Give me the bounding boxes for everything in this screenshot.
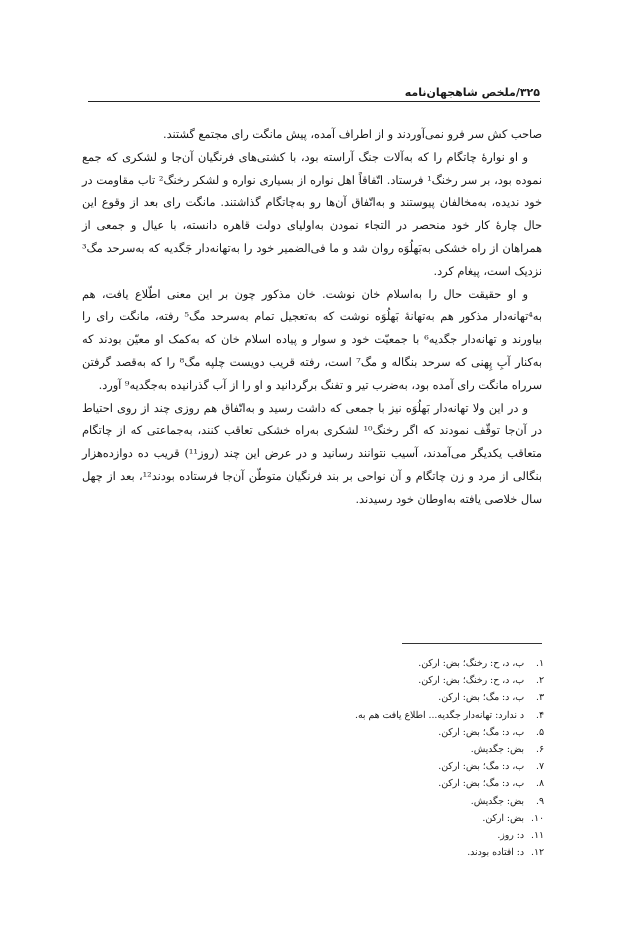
paragraph: و در این ولا تهانه‌دار بَهلُوَه نیز با جمعی که داشت رسید و به‌اتّفاق هم روزی چند از روی احتیاط در آن‌جا توقّف نمودند که اگر رخنگ¹⁰ لشکری به‌راه خشکی تعاقب کنند، به‌جماعتی که از چاتگام متعاقب یکدیگر می‌آمدند، آسیب نتوانند رسانید و در عرض این چند (روز¹¹) قریب ده دوازده‌هزار بنگالی از مرد و زن چاتگام و آن نواحی بر بند فرنگیان متوطّن آن‌جا فرستاده بودند¹²، بعد از چهل سال خلاصی یافته به‌اوطان خود رسیدند. bbox=[82, 401, 542, 506]
footnote-divider bbox=[402, 643, 542, 644]
footnote-item bbox=[244, 724, 544, 741]
footnote-number: ۱. bbox=[536, 658, 544, 669]
footnote-text: بض: جگدیش. bbox=[470, 795, 524, 807]
footnote-item bbox=[244, 689, 544, 706]
footnote-text: ب، د، ح: رخنگ؛ بض: ارکن. bbox=[418, 675, 524, 687]
footnote-text: د: افتاده بودند. bbox=[467, 847, 524, 859]
footnote-number: ۷. bbox=[536, 761, 544, 773]
footnote-item bbox=[244, 758, 544, 775]
running-header: ۳۲۵/ملخص شاهجهان‌نامه bbox=[404, 86, 540, 99]
footnote-item bbox=[244, 775, 544, 792]
footnote-item bbox=[244, 793, 544, 810]
footnote-text: بض: ارکن. bbox=[482, 812, 524, 824]
paragraph: و او حقیقت حال را به‌اسلام خان نوشت. خان مذکور چون بر این معنی اطّلاع یافت، هم به‌⁴تهانه‌دار مذکور هم به‌تهانهٔ بَهلُوَه نوشت که به‌تعجیل تمام به‌سرحد مگ⁵ رفته، مانگت رای را بیاورند و تهانه‌دار جگدیه⁶ با جمعیّت خود و سوار و پیاده اسلام خان که به‌کمک او معیّن بودند که به‌کنار آبِ پِهنی که سرحد بنگاله و مگ⁷ است، رفته قریب دویست چلپه مگ⁸ را که به‌قصد گرفتن سرراه مانگت رای آمده بود، به‌ضرب تیر و تفنگ برگردانید و او را از آب گذرانیده به‌جگدیه⁹ آورد. bbox=[82, 287, 543, 392]
footnote-text: ب، د: مگ؛ بض: ارکن. bbox=[438, 761, 524, 773]
footnote-text: ب، د: مگ؛ بض: ارکن. bbox=[438, 692, 524, 704]
footnote-item bbox=[244, 827, 544, 844]
footnote-text: د: روز. bbox=[497, 830, 524, 842]
paragraph: صاحب کش سر فرو نمی‌آوردند و از اطراف آمده، پیش مانگت رای مجتمع گشتند. bbox=[162, 128, 542, 141]
footnote-number: ۲. bbox=[536, 675, 544, 687]
footnote-text: ب، د، ح: رخنگ؛ بض: ارکن. bbox=[418, 658, 524, 669]
footnote-item bbox=[244, 655, 544, 672]
footnote-number: ۶. bbox=[536, 744, 544, 756]
footnote-number: ۱۱. bbox=[531, 830, 544, 842]
footnote-item bbox=[244, 741, 544, 758]
footnote-number: ۹. bbox=[536, 795, 544, 807]
footnote-number: ۱۲. bbox=[531, 847, 544, 859]
footnote-number: ۸. bbox=[536, 778, 544, 790]
footnotes-list bbox=[244, 655, 544, 861]
footnote-item bbox=[244, 844, 544, 861]
main-text bbox=[82, 124, 542, 512]
footnote-item bbox=[244, 810, 544, 827]
paragraph: و او نوارهٔ چاتگام را که به‌آلات جنگ آراسته بود، با کشتی‌های فرنگیان آن‌جا و لشکری که جمع نموده بود، بر سر رخنگ¹ فرستاد. اتّفاقاً اهل نواره از بسیاری نواره و لشکر رخنگ² تاب مقاومت در خود ندیده، به‌مخالفان پیوستند و به‌اتّفاق آن‌ها رو به‌چاتگام گذاشتند. مانگت رای بعد از وقوع این حال چارهٔ کار خود منحصر در التجاء نمودن به‌اولیای دولت قاهره دانسته، با عیال و جمعی از همراهان از راه خشکی به‌بَهلُوَه روان شد و ما فی‌الضمیر خود را به‌تهانه‌دار جَگدیه که به‌سرحد مگ³ نزدیک است، پیغام کرد. bbox=[82, 150, 542, 278]
footnote-item bbox=[244, 707, 544, 724]
header-divider bbox=[88, 101, 540, 102]
footnote-number: ۴. bbox=[536, 709, 544, 721]
footnote-text: د ندارد: تهانه‌دار جگدیه... اطلاع یافت هم به. bbox=[354, 709, 524, 721]
footnote-number: ۳. bbox=[536, 692, 544, 704]
footnote-number: ۱۰. bbox=[531, 812, 544, 824]
footnote-text: بض: جگدیش. bbox=[470, 744, 524, 756]
footnote-text: ب، د: مگ؛ بض: ارکن. bbox=[438, 726, 524, 738]
footnote-number: ۵. bbox=[536, 726, 544, 738]
footnote-text: ب، د: مگ؛ بض: ارکن. bbox=[438, 778, 524, 790]
footnote-item bbox=[244, 672, 544, 689]
